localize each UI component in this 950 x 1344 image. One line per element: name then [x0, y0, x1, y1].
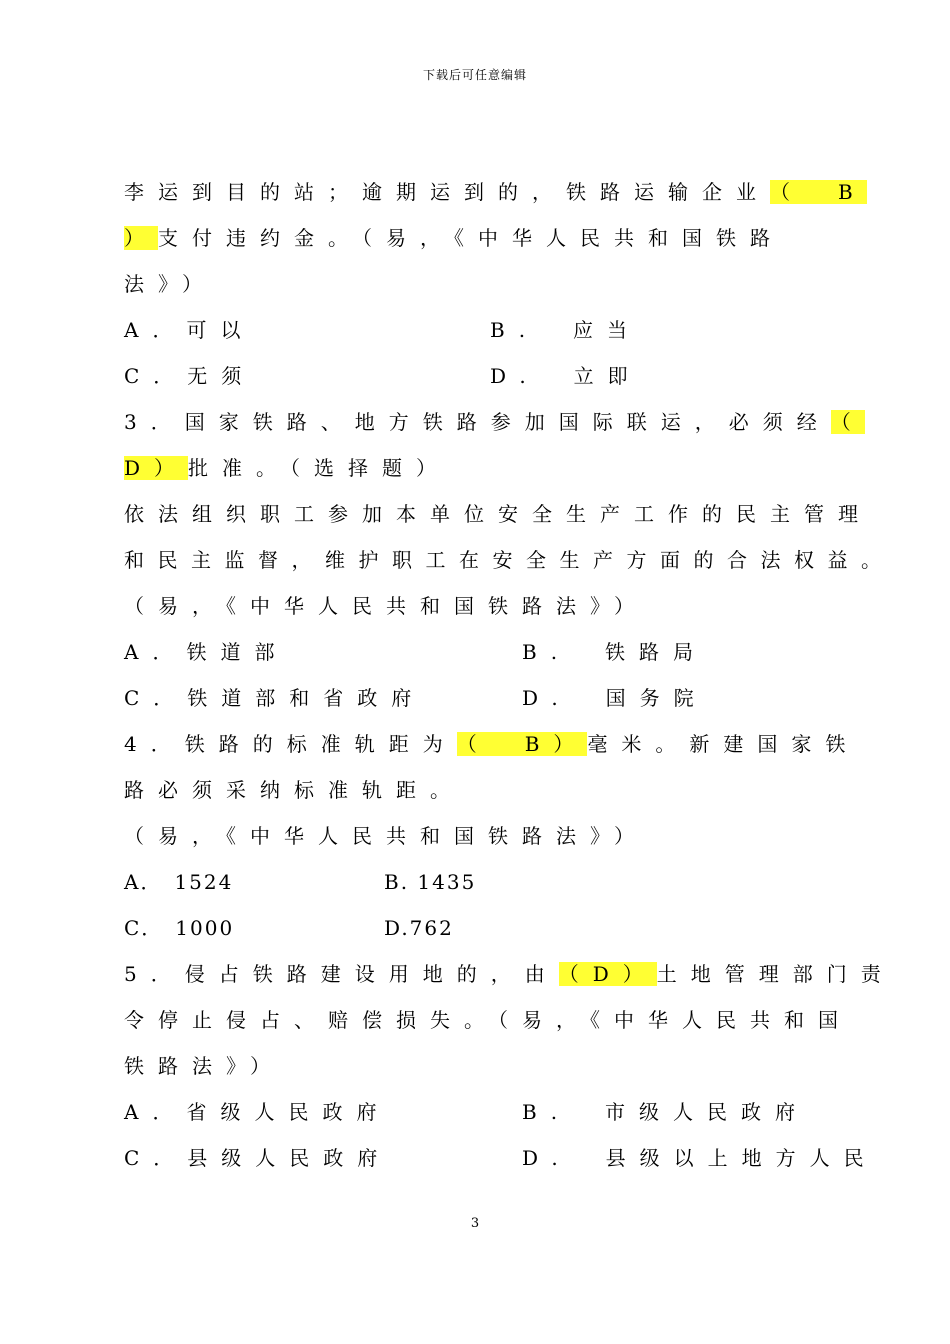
q4-option-c: C． 1000 — [124, 916, 235, 940]
q2-option-a: A．可以 — [124, 318, 255, 342]
q3-answer-highlight-close: D） — [124, 456, 189, 480]
page-header: 下载后可任意编辑 — [422, 68, 527, 82]
q3-line2-text: 批准。（选择题） — [188, 456, 451, 480]
q2-answer-highlight-open: （ B — [770, 180, 867, 204]
q5-option-b: B. 市级人民政府 — [522, 1100, 810, 1124]
q5-line1-tail: 土地管理部门责 — [656, 962, 895, 986]
q3-line2 — [124, 452, 450, 484]
q4-line1-text: 4．铁路的标准轨距为 — [124, 732, 457, 756]
q5-line2: 令停止侵占、赔偿损失。（易，《中华人民共和国 — [124, 1008, 852, 1032]
q3-option-a: A．铁道部 — [124, 640, 289, 664]
q4-answer-highlight: （ B） — [456, 732, 588, 756]
q4-option-b: B. 1435 — [384, 870, 477, 894]
q3-line1-text: 3．国家铁路、地方铁路参加国际联运，必须经 — [124, 410, 831, 434]
q5-answer-highlight: （D） — [558, 962, 657, 986]
q2-option-b: B. 应当 — [490, 318, 642, 342]
q4-option-d: D.762 — [384, 916, 454, 940]
q2-line3: 法》） — [124, 272, 216, 296]
q5-line1 — [124, 958, 895, 990]
q3-option-c: C．铁道部和省政府 — [124, 686, 426, 710]
q2-line1-text: 李运到目的站；逾期运到的，铁路运输企业 — [124, 180, 770, 204]
q3-line4: 和民主监督，维护职工在安全生产方面的合法权益。 — [124, 548, 895, 572]
q5-option-d: D. 县级以上地方人民 — [522, 1146, 878, 1170]
q3-line3: 依法组织职工参加本单位安全生产工作的民主管理 — [124, 502, 872, 526]
q3-option-d: D. 国务院 — [522, 686, 708, 710]
q3-answer-highlight-open: （ — [830, 410, 865, 434]
q5-line1-text: 5．侵占铁路建设用地的，由 — [124, 962, 559, 986]
q4-option-a: A． 1524 — [124, 870, 234, 894]
q2-option-d: D. 立即 — [490, 364, 642, 388]
q2-option-c: C．无须 — [124, 364, 256, 388]
q2-line1 — [124, 176, 867, 208]
q2-answer-highlight-close: ） — [124, 226, 158, 250]
q4-line1 — [124, 728, 859, 760]
q3-line5: （易，《中华人民共和国铁路法》） — [124, 594, 648, 618]
q5-option-c: C．县级人民政府 — [124, 1146, 392, 1170]
page-number: 3 — [470, 1216, 480, 1231]
q4-line3: （易，《中华人民共和国铁路法》） — [124, 824, 648, 848]
q4-line2: 路必须采纳标准轨距。 — [124, 778, 464, 802]
q5-option-a: A．省级人民政府 — [124, 1100, 391, 1124]
q3-option-b: B. 铁路局 — [522, 640, 708, 664]
q4-line1-tail: 毫米。新建国家铁 — [587, 732, 860, 756]
q2-line2 — [124, 222, 784, 254]
q5-line3: 铁路法》） — [124, 1054, 284, 1078]
q2-line2-text: 支付违约金。（易，《中华人民共和国铁路 — [158, 226, 784, 250]
q3-line1 — [124, 406, 865, 438]
